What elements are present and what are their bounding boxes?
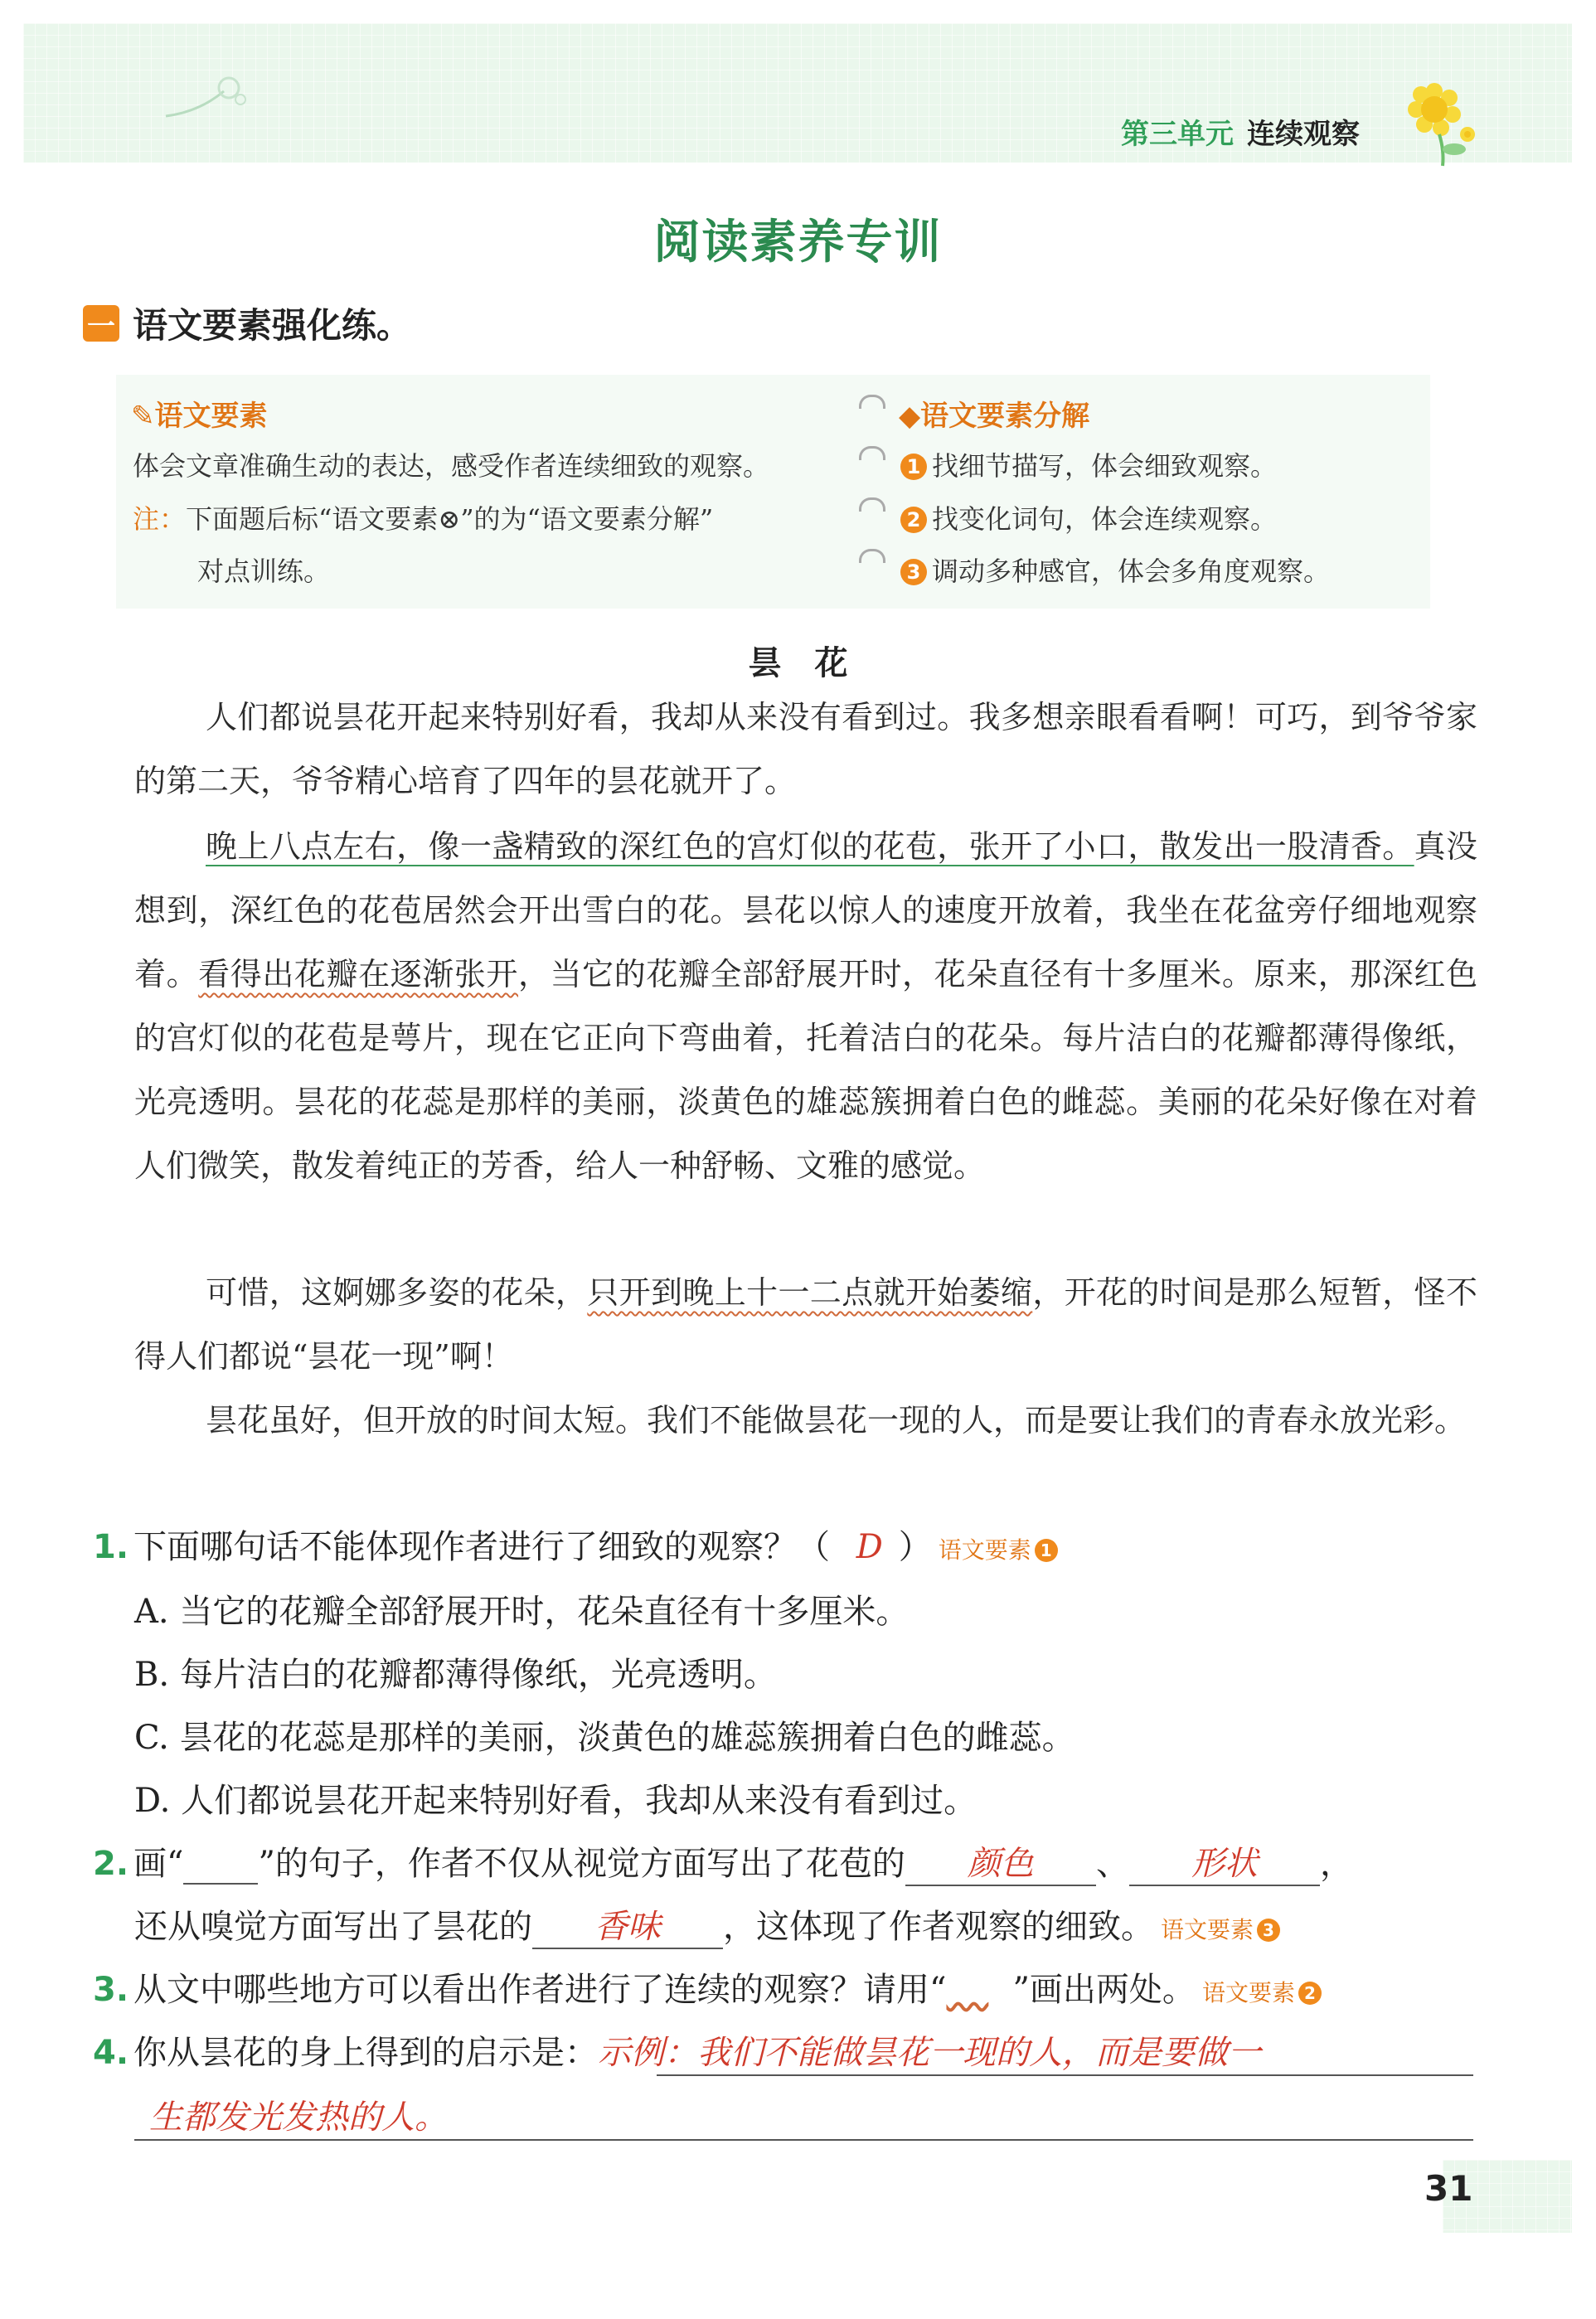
answer-line: [134, 2139, 1473, 2141]
underline-sample: [183, 1845, 258, 1885]
binder-ring: [859, 395, 885, 409]
elements-note-cont: 对点训练。: [197, 555, 331, 587]
story-paragraph-3: 可惜，这婀娜多姿的花朵，只开到晚上十一二点就开始萎缩，开花的时间是那么短暂，怪不得人们都说“昙花一现”啊！: [134, 1274, 1477, 1375]
question-number: 2.: [93, 1845, 129, 1883]
question-2-cont: 还从嗅觉方面写出了昙花的 香味 ，这体现了作者观察的细致。 语文要素 3: [134, 1900, 1544, 1949]
number-circle: 3: [900, 559, 927, 585]
breakdown-item-3: 3 调动多种感官，体会多角度观察。: [900, 551, 1330, 589]
element-tag: 语文要素 2: [1202, 1979, 1327, 2006]
elements-title: ✎语文要素: [131, 400, 268, 433]
binder-ring: [859, 446, 885, 460]
page-title: 阅读素养专训: [653, 216, 943, 269]
answer-text-2[interactable]: 生都发光发热的人。: [149, 2098, 448, 2137]
number-circle: 1: [1035, 1539, 1058, 1562]
question-3: 3. 从文中哪些地方可以看出作者进行了连续的观察？请用“ ”画出两处。 语文要素 2: [93, 1963, 1502, 2011]
unit-name: 连续观察: [1247, 118, 1360, 151]
number-circle: 3: [1257, 1919, 1280, 1942]
elements-note: 注：下面题后标“语文要素⊗”的为“语文要素分解”: [133, 503, 714, 535]
section-title: 语文要素强化练。: [133, 305, 412, 346]
story-paragraph-1: 人们都说昙花开起来特别好看，我却从来没有看到过。我多想亲眼看看啊！可巧，到爷爷家的第二天，爷爷精心培育了四年的昙花就开了。: [134, 699, 1477, 799]
breakdown-title: ◆语文要素分解: [899, 400, 1090, 433]
dandelion-decoration: [158, 66, 257, 124]
section-badge: 一: [83, 305, 119, 342]
element-tag: 语文要素 3: [1161, 1916, 1285, 1943]
section-heading: [83, 298, 411, 348]
pencil-icon: ✎: [131, 400, 155, 433]
binder-ring: [859, 497, 885, 512]
elements-text: 体会文章准确生动的表达，感受作者连续细致的观察。: [133, 450, 770, 482]
element-tag: 语文要素 1: [939, 1536, 1063, 1564]
story-paragraph-2: 晚上八点左右，像一盏精致的深红色的宫灯似的花苞，张开了小口，散发出一股清香。真没想到，深红色的花苞居然会开出雪白的花。昙花以惊人的速度开放着，我坐在花盆旁仔细地观察着。看得出花瓣在逐渐张开，当它的花瓣全部舒展开时，花朵直径有十多厘米。原来，那深红色的宫灯似的花苞是萼片，现在它正向下弯曲着，托着洁白的花朵。每片洁白的花瓣都薄得像纸，光亮透明。昙花的花蕊是那样的美丽，淡黄色的雄蕊簇拥着白色的雌蕊。美丽的花朵好像在对着人们微笑，散发着纯正的芳香，给人一种舒畅、文雅的感觉。: [134, 828, 1477, 1184]
story-title: 昙 花: [748, 643, 848, 682]
story-paragraph-4: 昙花虽好，但开放的时间太短。我们不能做昙花一现的人，而是要让我们的青春永放光彩。: [206, 1402, 1467, 1438]
question-2: 2. 画“ ”的句子，作者不仅从视觉方面写出了花苞的 颜色 、 形状 ，: [93, 1837, 1502, 1886]
question-number: 4.: [93, 2034, 129, 2072]
answer-field[interactable]: D: [856, 1528, 883, 1566]
diamond-icon: ◆: [899, 400, 921, 433]
answer-field[interactable]: 形状: [1129, 1837, 1320, 1886]
wavy-line-sample: [946, 1971, 1012, 2009]
breakdown-item-2: 2 找变化词句，体会连续观察。: [900, 498, 1277, 536]
answer-line: [657, 2074, 1473, 2076]
unit-label: [1121, 111, 1360, 152]
note-label: 注：: [133, 503, 187, 535]
question-1: 1. 下面哪句话不能体现作者进行了细致的观察？（ D ） 语文要素 1: [93, 1521, 1502, 1568]
wavy-underlined-phrase: 只开到晚上十一二点就开始萎缩: [587, 1274, 1033, 1311]
page-number: 31: [1424, 2168, 1473, 2209]
sunflower-icon: [1401, 76, 1484, 167]
answer-text-1[interactable]: 示例：我们不能做昙花一现的人，而是要做一: [598, 2034, 1262, 2072]
question-number: 3.: [93, 1971, 129, 2009]
answer-field[interactable]: 颜色: [905, 1837, 1096, 1886]
option-a: A. 当它的花瓣全部舒展开时，花朵直径有十多厘米。: [134, 1593, 910, 1631]
breakdown-item-1: 1 找细节描写，体会细致观察。: [900, 445, 1277, 483]
underlined-sentence: 晚上八点左右，像一盏精致的深红色的宫灯似的花苞，张开了小口，散发出一股清香。: [206, 828, 1414, 865]
question-4: 4. 你从昙花的身上得到的启示是：示例：我们不能做昙花一现的人，而是要做一: [93, 2034, 1262, 2072]
option-d: D. 人们都说昙花开起来特别好看，我却从来没有看到过。: [134, 1782, 977, 1820]
answer-field[interactable]: 香味: [532, 1900, 723, 1949]
number-circle: 2: [1298, 1982, 1322, 2005]
option-b: B. 每片洁白的花瓣都薄得像纸，光亮透明。: [134, 1656, 777, 1694]
wavy-underlined-phrase: 看得出花瓣在逐渐张开: [198, 956, 519, 992]
question-number: 1.: [93, 1528, 129, 1566]
number-circle: 2: [900, 507, 927, 533]
number-circle: 1: [900, 454, 927, 480]
binder-ring: [859, 549, 885, 563]
unit-number: 第三单元: [1121, 118, 1234, 151]
option-c: C. 昙花的花蕊是那样的美丽，淡黄色的雄蕊簇拥着白色的雌蕊。: [134, 1719, 1075, 1757]
